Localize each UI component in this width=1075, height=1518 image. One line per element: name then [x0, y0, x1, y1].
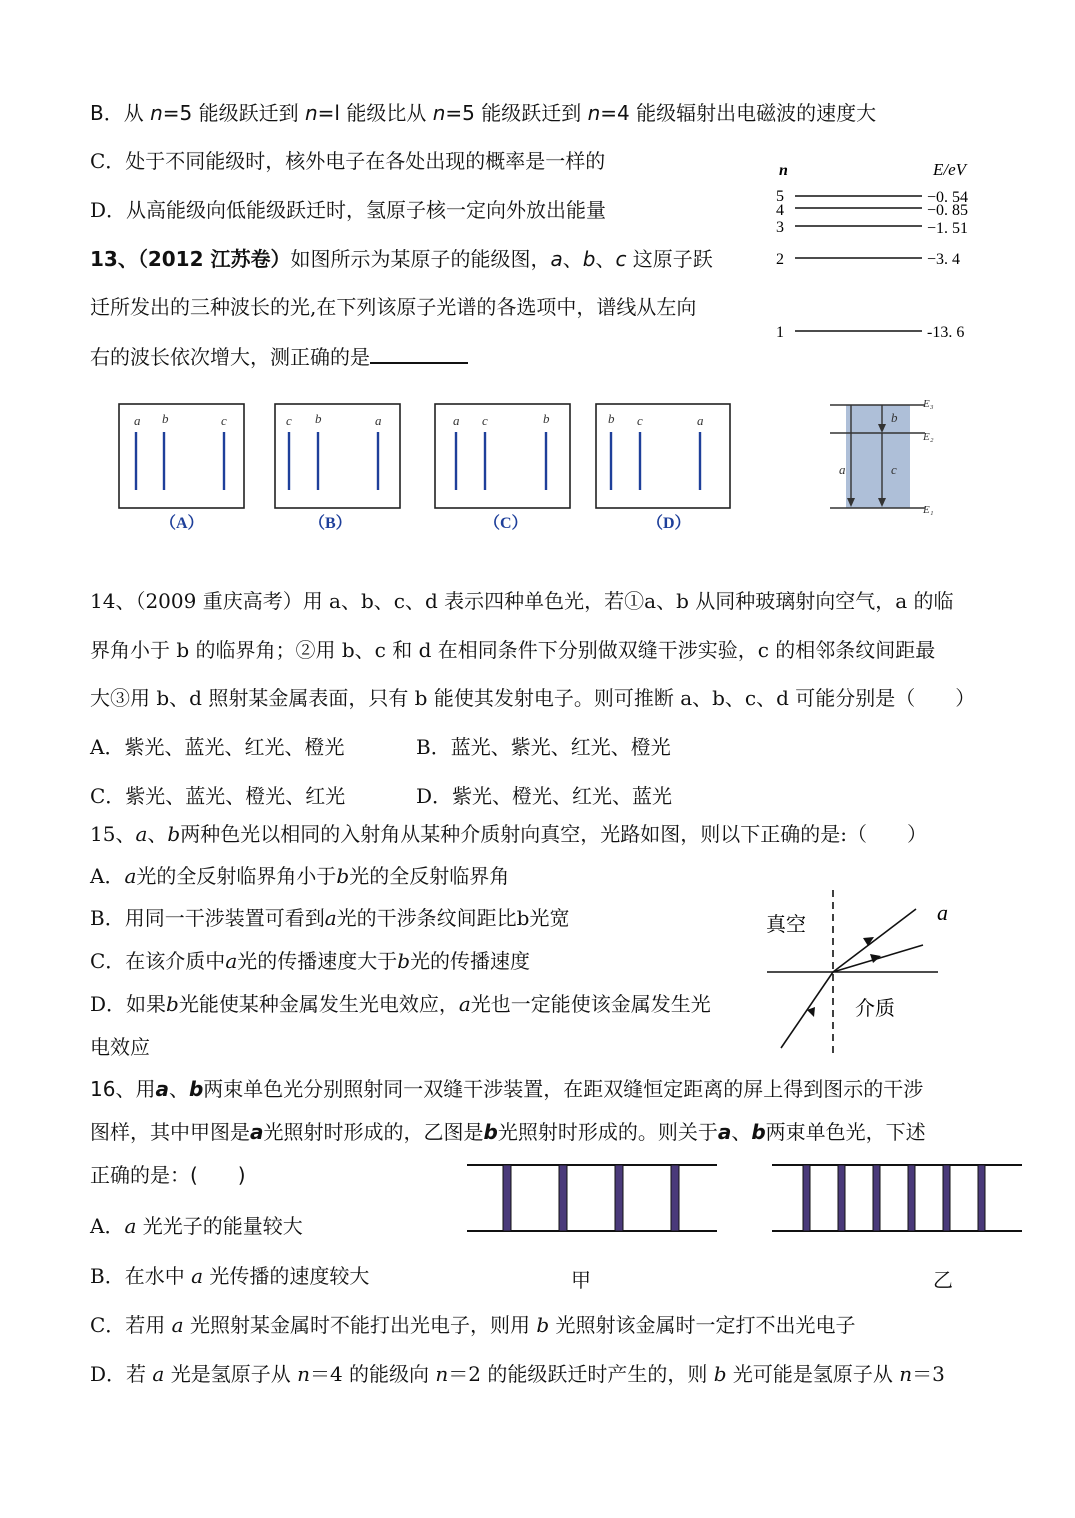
q15-option-a: A．a光的全反射临界角小于b光的全反射临界角: [90, 864, 510, 888]
level-n-2: 2: [776, 251, 784, 268]
q14-line-1: 14、（2009 重庆高考）用 a、b、c、d 表示四种单色光，若①a、b 从同种玻璃射向空气，a 的临: [90, 589, 954, 613]
ray-a-label: a: [937, 900, 948, 925]
q13-line-3: 右的波长依次增大，测正确的是: [90, 343, 468, 371]
q13-line-1: 13、（2012 江苏卷）如图所示为某原子的能级图，a、b、c 这原子跃: [90, 247, 713, 271]
fringe-pattern-yi: [770, 1160, 1025, 1235]
option-a-caption: （A）: [160, 515, 204, 532]
fringe: [803, 1165, 810, 1231]
trans-label-c: c: [891, 462, 897, 477]
q13-line-2: 迁所发出的三种波长的光,在下列该原子光谱的各选项中，谱线从左向: [90, 295, 697, 319]
refracted-ray-a: [833, 909, 916, 972]
option-b-label-1: c: [286, 413, 292, 428]
energy-e-header: E/eV: [933, 160, 967, 179]
q14-option-a: A．紫光、蓝光、红光、橙光: [90, 735, 345, 759]
fringe: [671, 1165, 679, 1231]
option-d-caption: （D）: [647, 515, 691, 532]
q16-option-c: C．若用 a 光照射某金属时不能打出光电子，则用 b 光照射该金属时一定打不出光电子: [90, 1313, 856, 1337]
option-d-label-3: a: [697, 413, 704, 428]
option-b-label-2: b: [315, 411, 322, 426]
q16-option-a: A．a 光光子的能量较大: [90, 1214, 303, 1238]
level-e-4: −0. 85: [927, 202, 969, 219]
energy-level-diagram: [765, 155, 995, 350]
level-n-5: 5: [776, 188, 784, 205]
fringe: [559, 1165, 567, 1231]
refraction-diagram: [760, 885, 960, 1057]
answer-blank[interactable]: [370, 344, 468, 364]
level-n-1: 1: [776, 324, 784, 341]
option-a-label-1: a: [134, 413, 141, 428]
q15-option-d-line-2: 电效应: [90, 1035, 150, 1059]
option-c-caption: （C）: [484, 515, 528, 532]
level-n-4: 4: [776, 202, 784, 219]
fringe: [615, 1165, 623, 1231]
q16-line-3: 正确的是：( ): [90, 1163, 246, 1187]
option-c-label-3: b: [543, 411, 550, 426]
spectra-options: [110, 398, 740, 538]
option-b-caption: （B）: [309, 515, 352, 532]
q14-option-c: C．紫光、蓝光、橙光、红光: [90, 784, 346, 808]
fringe-pattern-jia: [465, 1160, 720, 1235]
level-e-2: −3. 4: [927, 251, 961, 268]
transition-diagram: [825, 392, 945, 522]
q16-option-d: D．若 a 光是氢原子从 n＝4 的能级向 n＝2 的能级跃迁时产生的，则 b 光可能是氢原子从 n＝3: [90, 1362, 945, 1386]
q15-option-d-line-1: D．如果b光能使某种金属发生光电效应，a光也一定能使该金属发生光: [90, 992, 711, 1016]
fringe: [838, 1165, 845, 1231]
q12-option-b: B．从 n=5 能级跃迁到 n=l 能级比从 n=5 能级跃迁到 n=4 能级辐射出电磁波的速度大: [90, 101, 877, 125]
q15-option-c: C．在该介质中a光的传播速度大于b光的传播速度: [90, 949, 531, 973]
fringe: [908, 1165, 915, 1231]
fringe: [503, 1165, 511, 1231]
option-d-label-1: b: [608, 411, 615, 426]
level-e-5: −0. 54: [927, 189, 969, 206]
option-c-label-1: a: [453, 413, 460, 428]
q15-option-b: B．用同一干涉装置可看到a光的干涉条纹间距比b光宽: [90, 906, 570, 930]
option-b-label-3: a: [375, 413, 382, 428]
trans-label-b: b: [891, 410, 898, 425]
q14-line-3: 大③用 b、d 照射某金属表面，只有 b 能使其发射电子。则可推断 a、b、c、d 可能分别是（ ）: [90, 686, 976, 710]
q12-option-c: C．处于不同能级时，核外电子在各处出现的概率是一样的: [90, 149, 606, 173]
option-a-label-2: b: [162, 411, 169, 426]
e3-label: E₃: [923, 398, 934, 410]
fringe: [873, 1165, 880, 1231]
option-d-label-2: c: [637, 413, 643, 428]
energy-n-header: n: [779, 162, 788, 179]
e1-label: E₁: [923, 504, 934, 516]
q16-line-1: 16、用a、b两束单色光分别照射同一双缝干涉装置，在距双缝恒定距离的屏上得到图示的干涉: [90, 1077, 924, 1101]
q14-option-d: D．紫光、橙光、红光、蓝光: [416, 784, 673, 808]
fringe-label-jia: 甲: [571, 1268, 591, 1292]
vacuum-label: 真空: [766, 914, 806, 936]
q16-option-b: B．在水中 a 光传播的速度较大: [90, 1264, 370, 1288]
option-c-label-2: c: [482, 413, 488, 428]
trans-label-a: a: [839, 462, 846, 477]
q12-option-d: D．从高能级向低能级跃迁时，氢原子核一定向外放出能量: [90, 198, 607, 222]
level-e-3: −1. 51: [927, 220, 969, 237]
fringe: [943, 1165, 950, 1231]
option-d-box: [596, 404, 730, 508]
q14-line-2: 界角小于 b 的临界角；②用 b、c 和 d 在相同条件下分别做双缝干涉实验，c 的相邻条纹间距最: [90, 638, 936, 662]
q16-line-2: 图样，其中甲图是a光照射时形成的，乙图是b光照射时形成的。则关于a、b两束单色光，下述: [90, 1120, 926, 1144]
q14-option-b: B．蓝光、紫光、红光、橙光: [416, 735, 671, 759]
q15-line-1: 15、a、b两种色光以相同的入射角从某种介质射向真空，光路如图，则以下正确的是:（ ）: [90, 822, 927, 846]
medium-label: 介质: [855, 998, 895, 1020]
option-a-label-3: c: [221, 413, 227, 428]
level-n-3: 3: [776, 219, 784, 236]
level-e-1: -13. 6: [927, 324, 965, 341]
fringe-label-yi: 乙: [933, 1268, 953, 1292]
e2-label: E₂: [923, 431, 934, 443]
fringe: [978, 1165, 985, 1231]
